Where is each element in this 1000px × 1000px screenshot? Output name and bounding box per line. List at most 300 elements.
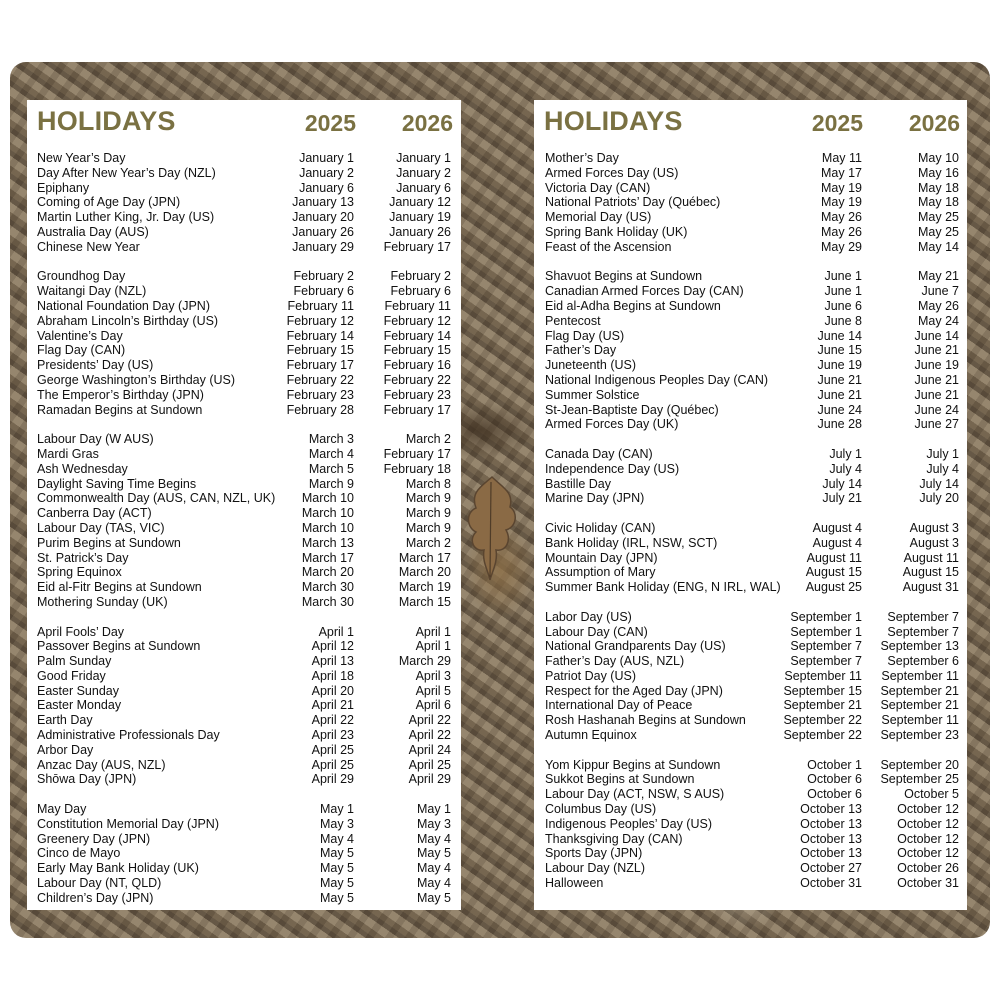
date-2025: April 22 [311,713,354,728]
holiday-row [545,151,959,166]
holiday-name: Memorial Day (US) [545,210,652,225]
date-2025: February 11 [287,298,354,313]
holiday-name: Assumption of Mary [545,565,656,580]
holiday-name: Respect for the Aged Day (JPN) [545,683,723,698]
date-2025: May 17 [821,165,862,180]
holiday-name: Canadian Armed Forces Day (CAN) [545,284,744,299]
date-2026: April 22 [408,728,451,743]
holiday-name: Ramadan Begins at Sundown [37,402,203,417]
holiday-name: Constitution Memorial Day (JPN) [37,816,219,831]
date-2026: May 1 [416,802,451,817]
holiday-row [37,772,451,787]
holiday-row [37,284,451,299]
date-2026: March 2 [405,432,451,447]
holiday-name: Canberra Day (ACT) [37,506,152,521]
holiday-name: Children’s Day (JPN) [37,890,154,905]
holiday-name: Marine Day (JPN) [545,491,645,506]
holiday-name: Autumn Equinox [545,728,637,743]
holiday-name: Chinese New Year [37,239,140,254]
date-2026: October 12 [897,802,959,817]
date-2025: August 11 [806,550,862,565]
date-2026: February 11 [384,298,451,313]
holiday-row [37,432,451,447]
holiday-name: Shōwa Day (JPN) [37,772,137,787]
holiday-row [37,491,451,506]
date-2026: August 3 [909,535,959,550]
holiday-row [37,713,451,728]
date-2025: October 6 [807,787,862,802]
holiday-row [545,240,959,255]
holiday-row [545,639,959,654]
date-2026: April 25 [408,757,451,772]
holiday-row [37,240,451,255]
date-2025: October 13 [800,846,862,861]
holiday-name: Thanksgiving Day (CAN) [545,831,683,846]
year-2025-heading: 2025 [304,110,356,136]
date-2025: April 13 [311,654,354,669]
holiday-name: Passover Begins at Sundown [37,639,201,654]
date-2025: May 5 [319,890,354,905]
date-2026: February 12 [383,313,451,328]
holiday-name: Palm Sunday [37,654,112,669]
holiday-row [37,743,451,758]
date-2025: October 31 [800,876,862,891]
date-2026: May 4 [416,876,451,891]
holiday-name: St-Jean-Baptiste Day (Québec) [545,402,719,417]
holiday-name: Shavuot Begins at Sundown [545,269,703,284]
holiday-row [545,417,959,432]
holiday-name: Indigenous Peoples’ Day (US) [545,816,712,831]
holiday-name: Spring Equinox [37,565,122,580]
holiday-name: April Fools’ Day [37,624,125,639]
date-2025: September 22 [783,713,862,728]
date-2026: January 26 [389,224,451,239]
holiday-row [545,373,959,388]
holiday-row [37,343,451,358]
holiday-name: National Grandparents Day (US) [545,639,726,654]
date-2025: May 26 [821,224,862,239]
holiday-name: Waitangi Day (NZL) [37,284,147,299]
holiday-row [545,654,959,669]
date-2026: January 19 [389,210,451,225]
date-2025: February 15 [286,343,354,358]
holiday-name: Commonwealth Day (AUS, CAN, NZL, UK) [37,491,276,506]
date-2026: July 20 [919,491,959,506]
date-2025: September 11 [784,668,862,683]
date-2025: March 30 [301,580,354,595]
holiday-row [37,329,451,344]
holiday-row [37,625,451,640]
holiday-row [37,551,451,566]
date-2026: May 4 [416,831,451,846]
holiday-name: Abraham Lincoln’s Birthday (US) [37,313,219,328]
date-2025: March 30 [301,594,354,609]
holiday-row [37,580,451,595]
date-2025: March 3 [308,432,354,447]
holiday-row [545,329,959,344]
date-2025: April 23 [311,728,354,743]
holiday-name: Labour Day (TAS, VIC) [37,520,165,535]
date-2026: May 10 [918,151,959,165]
date-2025: September 1 [790,624,862,639]
date-2025: June 28 [817,417,862,432]
date-2026: October 12 [897,846,959,861]
date-2025: March 9 [308,476,354,491]
date-2026: September 7 [887,609,959,624]
holiday-name: Bank Holiday (IRL, NSW, SCT) [545,535,718,550]
holiday-row [545,669,959,684]
date-2026: October 12 [897,831,959,846]
date-2026: September 20 [880,757,959,772]
date-2025: June 8 [824,313,862,328]
date-2025: June 14 [817,328,862,343]
date-2025: August 4 [812,520,862,535]
holiday-row [37,521,451,536]
holiday-name: Labour Day (NT, QLD) [37,876,162,891]
holiday-name: Daylight Saving Time Begins [37,476,197,491]
holiday-row [37,817,451,832]
date-2026: May 16 [918,165,959,180]
date-2026: May 14 [918,239,959,254]
holiday-row [37,639,451,654]
date-2026: May 4 [416,861,451,876]
holiday-row [37,225,451,240]
date-2025: February 2 [293,269,354,284]
date-2026: February 17 [383,446,451,461]
date-2025: October 1 [807,757,862,772]
holiday-row [37,195,451,210]
date-2025: March 5 [308,461,354,476]
date-2026: March 20 [398,565,451,580]
holiday-row [545,802,959,817]
holiday-row [545,787,959,802]
holiday-row [37,802,451,817]
date-2025: August 25 [805,580,862,595]
date-2026: May 5 [416,846,451,861]
date-2025: September 15 [783,683,862,698]
date-2025: May 4 [319,831,354,846]
holiday-name: Good Friday [37,668,106,683]
holiday-name: Labor Day (US) [545,609,632,624]
date-2026: October 5 [904,787,959,802]
holiday-name: Summer Bank Holiday (ENG, N IRL, WAL) [545,580,781,595]
date-2025: June 15 [817,343,862,358]
date-2026: May 25 [918,210,959,225]
date-2025: January 2 [299,165,354,180]
date-2025: May 5 [319,861,354,876]
date-2026: September 21 [880,698,959,713]
holiday-name: Mardi Gras [37,446,99,461]
date-2026: April 24 [408,742,451,757]
holiday-name: Pentecost [545,313,601,328]
holiday-name: Cinco de Mayo [37,846,121,861]
holiday-row [37,447,451,462]
holiday-row [545,876,959,891]
date-2025: May 19 [821,195,862,210]
date-2026: May 21 [918,269,959,284]
holiday-row [545,713,959,728]
date-2026: May 18 [918,195,959,210]
holiday-row [545,343,959,358]
date-2026: September 23 [880,728,959,743]
holiday-row [545,388,959,403]
holiday-row [37,166,451,181]
holiday-name: Martin Luther King, Jr. Day (US) [37,210,215,225]
date-2026: June 27 [914,417,959,432]
date-2026: April 3 [415,668,451,683]
holiday-name: Victoria Day (CAN) [545,180,651,195]
date-2026: September 11 [881,713,959,728]
date-2025: May 11 [821,151,862,165]
date-2025: August 4 [812,535,862,550]
date-2025: October 6 [807,772,862,787]
date-2026: March 2 [405,535,451,550]
holiday-row [545,817,959,832]
holiday-name: Father’s Day (AUS, NZL) [545,654,685,669]
date-2026: March 9 [405,506,451,521]
holiday-row [37,654,451,669]
holiday-name: George Washington’s Birthday (US) [37,372,236,387]
date-2026: May 18 [918,180,959,195]
date-2025: September 22 [783,728,862,743]
holiday-row [545,225,959,240]
holiday-name: Sukkot Begins at Sundown [545,772,695,787]
date-2025: March 20 [301,565,354,580]
date-2025: April 18 [311,668,354,683]
date-2026: May 5 [416,890,451,905]
date-2026: October 26 [897,861,959,876]
date-2025: July 21 [822,491,862,506]
year-2026-heading: 2026 [908,110,960,136]
holiday-name: Administrative Professionals Day [37,728,220,743]
holiday-row [37,151,451,166]
holiday-row [37,846,451,861]
date-2026: August 15 [902,565,959,580]
holiday-row [545,861,959,876]
holiday-name: Halloween [545,876,604,891]
holiday-name: Eid al-Fitr Begins at Sundown [37,580,202,595]
date-2025: July 1 [829,446,862,461]
holiday-row [37,684,451,699]
date-2025: March 10 [301,491,354,506]
holiday-row [37,669,451,684]
holiday-row [545,625,959,640]
holiday-name: Summer Solstice [545,387,640,402]
date-2026: February 16 [383,358,451,373]
holiday-name: Eid al-Adha Begins at Sundown [545,298,721,313]
holiday-row [545,846,959,861]
holiday-row [545,491,959,506]
date-2026: May 3 [416,816,451,831]
holiday-row [545,477,959,492]
date-2025: March 10 [301,506,354,521]
holiday-row [37,536,451,551]
date-2026: March 9 [405,520,451,535]
date-2026: January 1 [396,151,451,165]
holiday-name: St. Patrick’s Day [37,550,129,565]
holiday-row [37,210,451,225]
holiday-row [37,388,451,403]
holiday-row [545,536,959,551]
left-header [37,106,453,142]
holiday-row [545,772,959,787]
holiday-name: Labour Day (ACT, NSW, S AUS) [545,787,725,802]
holiday-row [545,684,959,699]
holiday-row [545,610,959,625]
date-2026: March 8 [405,476,451,491]
holiday-row [37,728,451,743]
date-2026: May 24 [918,313,959,328]
holiday-row [545,181,959,196]
holiday-name: Epiphany [37,180,90,195]
date-2026: February 2 [390,269,451,284]
date-2026: September 25 [880,772,959,787]
date-2025: May 5 [319,846,354,861]
date-2026: January 6 [396,180,451,195]
date-2025: September 1 [790,609,862,624]
holiday-name: Purim Begins at Sundown [37,535,181,550]
date-2026: July 1 [926,446,959,461]
date-2026: June 24 [914,402,959,417]
holiday-name: New Year’s Day [37,151,126,165]
date-2026: October 31 [897,876,959,891]
holiday-row [545,358,959,373]
date-2026: August 3 [909,520,959,535]
holiday-name: Australia Day (AUS) [37,224,149,239]
holiday-name: Labour Day (CAN) [545,624,648,639]
date-2025: August 15 [805,565,862,580]
holiday-name: Armed Forces Day (UK) [545,417,679,432]
holiday-name: Columbus Day (US) [545,802,657,817]
holiday-row [545,521,959,536]
holiday-name: Greenery Day (JPN) [37,831,151,846]
holiday-row [545,462,959,477]
date-2026: March 15 [398,594,451,609]
date-2025: April 1 [318,624,354,639]
date-2026: September 21 [880,683,959,698]
date-2025: June 19 [817,358,862,373]
holiday-row [37,876,451,891]
date-2026: March 9 [405,491,451,506]
holiday-row [37,758,451,773]
date-2025: July 4 [829,461,862,476]
date-2025: January 20 [292,210,354,225]
date-2026: April 1 [415,639,451,654]
holiday-row [545,403,959,418]
date-2025: February 28 [286,402,354,417]
holiday-name: Armed Forces Day (US) [545,165,679,180]
holiday-name: Labour Day (W AUS) [37,432,154,447]
date-2025: May 5 [319,876,354,891]
date-2026: March 19 [398,580,451,595]
date-2025: February 6 [293,284,354,299]
holiday-row [37,462,451,477]
date-2025: April 12 [311,639,354,654]
date-2025: February 12 [286,313,354,328]
holiday-row [545,580,959,595]
date-2026: April 5 [415,683,451,698]
holiday-name: Canada Day (CAN) [545,446,653,461]
holiday-row [545,166,959,181]
date-2026: February 18 [383,461,451,476]
holiday-row [545,728,959,743]
date-2025: May 3 [319,816,354,831]
date-2026: May 26 [918,298,959,313]
date-2026: June 21 [914,387,959,402]
holiday-name: National Indigenous Peoples Day (CAN) [545,372,769,387]
holiday-name: Valentine’s Day [37,328,123,343]
year-2025-heading: 2025 [811,110,863,136]
date-2025: April 25 [311,742,354,757]
date-2026: July 14 [919,476,959,491]
date-2026: June 14 [914,328,959,343]
date-2025: June 21 [817,387,862,402]
date-2025: February 22 [286,372,354,387]
holiday-name: International Day of Peace [545,698,693,713]
date-2025: June 1 [824,284,862,299]
holiday-row [545,284,959,299]
holiday-name: Father’s Day [545,343,617,358]
date-2025: June 24 [817,402,862,417]
holiday-name: Patriot Day (US) [545,668,636,683]
holiday-name: The Emperor’s Birthday (JPN) [37,387,204,402]
holiday-name: Flag Day (CAN) [37,343,126,358]
holiday-row [37,373,451,388]
holiday-name: Groundhog Day [37,269,126,284]
holiday-name: Arbor Day [37,742,94,757]
date-2025: October 13 [800,802,862,817]
holiday-row [37,832,451,847]
date-2026: January 2 [396,165,451,180]
date-2026: February 17 [383,239,451,254]
date-2026: October 12 [897,816,959,831]
holiday-name: Rosh Hashanah Begins at Sundown [545,713,746,728]
date-2026: March 17 [398,550,451,565]
date-2026: April 6 [415,698,451,713]
date-2025: February 23 [286,387,354,402]
date-2026: September 11 [881,668,959,683]
date-2025: June 21 [817,372,862,387]
date-2026: February 22 [383,372,451,387]
holiday-row [37,891,451,906]
holiday-name: Civic Holiday (CAN) [545,520,656,535]
holiday-name: Easter Monday [37,698,122,713]
holiday-row [37,477,451,492]
date-2025: June 6 [824,298,862,313]
date-2025: April 21 [311,698,354,713]
date-2025: February 14 [286,328,354,343]
holiday-name: Flag Day (US) [545,328,625,343]
holiday-name: Bastille Day [545,476,611,491]
holiday-row [545,565,959,580]
oak-leaf-decoration [462,472,522,582]
holiday-name: National Patriots’ Day (Québec) [545,195,721,210]
date-2025: January 1 [299,151,354,165]
holiday-row [545,210,959,225]
holiday-row [37,506,451,521]
right-header [544,106,960,142]
date-2026: April 29 [408,772,451,787]
holiday-row [37,269,451,284]
holiday-row [37,565,451,580]
holiday-row [37,181,451,196]
date-2026: May 25 [918,224,959,239]
date-2025: March 17 [301,550,354,565]
date-2026: September 6 [887,654,959,669]
date-2026: April 1 [415,624,451,639]
date-2026: August 31 [902,580,959,595]
holiday-name: Day After New Year’s Day (NZL) [37,165,216,180]
